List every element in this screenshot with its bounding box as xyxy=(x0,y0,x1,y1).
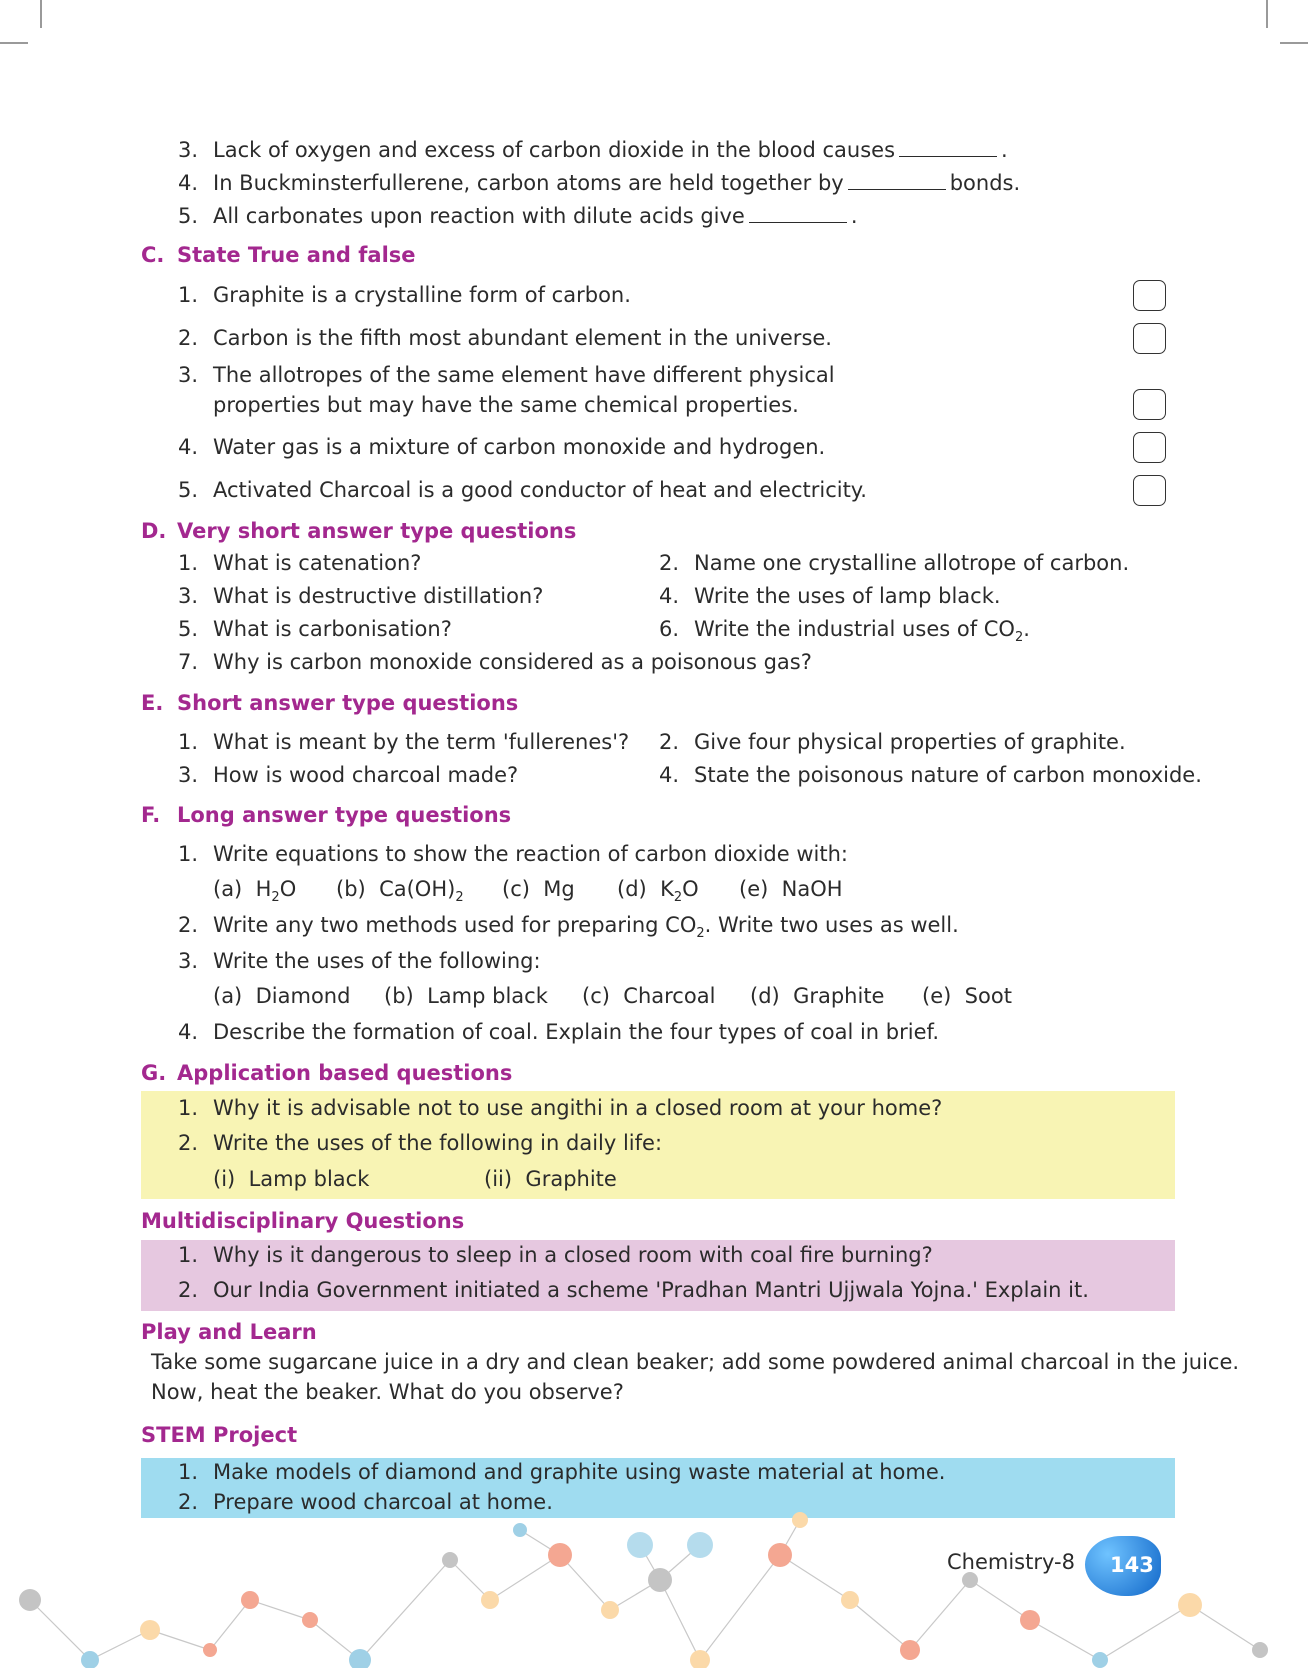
answer-box[interactable] xyxy=(1133,432,1166,463)
section-heading-e: E. Short answer type questions xyxy=(141,691,519,715)
option-row xyxy=(213,1167,617,1191)
play-and-learn-heading: Play and Learn xyxy=(141,1320,317,1344)
activity-text-line: Take some sugarcane juice in a dry and clean beaker; add some powdered animal charcoal in the juice. xyxy=(151,1350,1240,1374)
option-b: (b) $Ca(OH)_2$ xyxy=(336,877,464,906)
question-item: 7. Why is carbon monoxide considered as a poisonous gas? xyxy=(178,650,812,674)
option-row xyxy=(213,984,1012,1008)
footer-subject: Chemistry-8 xyxy=(947,1550,1075,1574)
option-a: (a) $H_2O$ xyxy=(213,877,297,906)
question-item: 1. Write equations to show the reaction of carbon dioxide with: xyxy=(178,842,848,866)
item-text-after: . xyxy=(850,204,858,228)
true-false-item: 3. The allotropes of the same element have different physical xyxy=(178,363,835,387)
question-item: 1. What is catenation? xyxy=(178,551,422,575)
question-item: 5. What is carbonisation? xyxy=(178,617,452,641)
option-e: (e) Soot xyxy=(922,984,1012,1008)
question-item: 2. Our India Government initiated a scheme 'Pradhan Mantri Ujjwala Yojna.' Explain it. xyxy=(178,1278,1089,1302)
project-item: 1. Make models of diamond and graphite using waste material at home. xyxy=(178,1460,946,1484)
question-item: 2. Give four physical properties of graphite. xyxy=(659,730,1126,754)
item-text: Lack of oxygen and excess of carbon dioxide in the blood causes xyxy=(213,138,896,162)
activity-text-line: Now, heat the beaker. What do you observe? xyxy=(151,1380,624,1404)
question-item: 2. Write any two methods used for preparing $CO_2$. Write two uses as well. xyxy=(178,913,959,942)
question-item: 3. How is wood charcoal made? xyxy=(178,763,519,787)
question-item: 2. Name one crystalline allotrope of carbon. xyxy=(659,551,1130,575)
question-item: 4. Write the uses of lamp black. xyxy=(659,584,1001,608)
option-e: (e) NaOH xyxy=(739,877,843,901)
question-item: 4. State the poisonous nature of carbon monoxide. xyxy=(659,763,1202,787)
question-item: 6. Write the industrial uses of $CO_2$. xyxy=(659,617,1030,646)
section-heading-d: D. Very short answer type questions xyxy=(141,519,577,543)
true-false-item: 5. Activated Charcoal is a good conductor of heat and electricity. xyxy=(178,478,867,502)
section-heading-c: C. State True and false xyxy=(141,243,416,267)
blank-line xyxy=(749,221,847,223)
answer-box[interactable] xyxy=(1133,280,1166,311)
stem-project-heading: STEM Project xyxy=(141,1423,298,1447)
option-d: (d) $K_2O$ xyxy=(617,877,699,906)
multidisciplinary-heading: Multidisciplinary Questions xyxy=(141,1209,465,1233)
true-false-item-continued: properties but may have the same chemical properties. xyxy=(213,393,799,417)
fill-blank-item xyxy=(178,138,1008,162)
answer-box[interactable] xyxy=(1133,475,1166,506)
item-number: 3. xyxy=(178,138,199,162)
option-d: (d) Graphite xyxy=(750,984,885,1008)
true-false-item: 2. Carbon is the fifth most abundant element in the universe. xyxy=(178,326,832,350)
item-text-after: . xyxy=(1001,138,1008,162)
project-item: 2. Prepare wood charcoal at home. xyxy=(178,1490,553,1514)
true-false-item: 4. Water gas is a mixture of carbon monoxide and hydrogen. xyxy=(178,435,826,459)
question-item: 1. What is meant by the term 'fullerenes'? xyxy=(178,730,630,754)
page-number: 143 xyxy=(1110,1553,1154,1577)
question-item: 3. What is destructive distillation? xyxy=(178,584,544,608)
section-heading-f: F. Long answer type questions xyxy=(141,803,512,827)
question-item: 1. Why it is advisable not to use angithi in a closed room at your home? xyxy=(178,1096,943,1120)
item-text: In Buckminsterfullerene, carbon atoms are held together by xyxy=(213,171,844,195)
option-a: (a) Diamond xyxy=(213,984,351,1008)
blank-line xyxy=(848,188,946,190)
fill-blank-item xyxy=(178,171,1020,195)
blank-line xyxy=(899,155,997,157)
item-text: All carbonates upon reaction with dilute acids give xyxy=(213,204,745,228)
option-row xyxy=(213,877,843,905)
fill-blank-item xyxy=(178,204,858,228)
question-item: 1. Why is it dangerous to sleep in a closed room with coal fire burning? xyxy=(178,1243,933,1267)
answer-box[interactable] xyxy=(1133,389,1166,420)
true-false-item: 1. Graphite is a crystalline form of carbon. xyxy=(178,283,631,307)
option-ii: (ii) Graphite xyxy=(484,1167,617,1191)
answer-box[interactable] xyxy=(1133,323,1166,354)
item-number: 4. xyxy=(178,171,199,195)
option-b: (b) Lamp black xyxy=(384,984,548,1008)
option-i: (i) Lamp black xyxy=(213,1167,370,1191)
question-item: 2. Write the uses of the following in daily life: xyxy=(178,1131,663,1155)
question-item: 4. Describe the formation of coal. Explain the four types of coal in brief. xyxy=(178,1020,940,1044)
option-c: (c) Charcoal xyxy=(582,984,716,1008)
option-c: (c) Mg xyxy=(502,877,575,901)
question-item: 3. Write the uses of the following: xyxy=(178,949,541,973)
item-text-after: bonds. xyxy=(949,171,1021,195)
section-heading-g: G. Application based questions xyxy=(141,1061,513,1085)
item-number: 5. xyxy=(178,204,199,228)
